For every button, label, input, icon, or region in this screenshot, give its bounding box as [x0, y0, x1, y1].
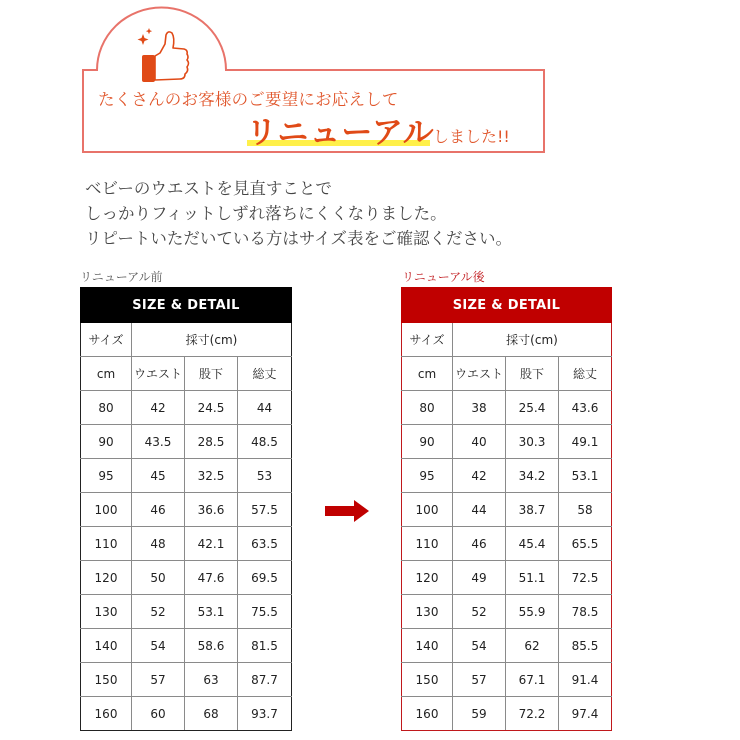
cell: 54	[132, 629, 185, 663]
cell: 46	[453, 527, 506, 561]
cell: 91.4	[559, 663, 612, 697]
table-row	[81, 561, 292, 595]
cell: 47.6	[185, 561, 238, 595]
cell: 59	[453, 697, 506, 731]
cell: 38.7	[506, 493, 559, 527]
table-row	[81, 459, 292, 493]
table-row	[402, 561, 612, 595]
cell: 140	[81, 629, 132, 663]
table-row	[81, 527, 292, 561]
col-header: ウエスト	[132, 357, 185, 391]
before-caption: リニューアル前	[80, 270, 163, 284]
table-row	[81, 629, 292, 663]
cell: 110	[81, 527, 132, 561]
table-row	[402, 697, 612, 731]
table-row	[402, 425, 612, 459]
cell: 120	[81, 561, 132, 595]
table-row	[81, 595, 292, 629]
cell: 100	[402, 493, 453, 527]
cell: 120	[402, 561, 453, 595]
table-row	[81, 391, 292, 425]
cell: 48	[132, 527, 185, 561]
col-header: cm	[402, 357, 453, 391]
cell: 58.6	[185, 629, 238, 663]
column-headers	[81, 357, 292, 391]
size-label: サイズ	[81, 323, 132, 357]
cell: 140	[402, 629, 453, 663]
cell: 68	[185, 697, 238, 731]
cell: 43.6	[559, 391, 612, 425]
cell: 57.5	[238, 493, 292, 527]
cell: 40	[453, 425, 506, 459]
cell: 78.5	[559, 595, 612, 629]
table-row	[402, 391, 612, 425]
table-row	[81, 425, 292, 459]
table-row	[81, 493, 292, 527]
cell: 75.5	[238, 595, 292, 629]
cell: 24.5	[185, 391, 238, 425]
cell: 69.5	[238, 561, 292, 595]
cell: 48.5	[238, 425, 292, 459]
cell: 53.1	[185, 595, 238, 629]
cell: 53	[238, 459, 292, 493]
cell: 93.7	[238, 697, 292, 731]
col-header: 股下	[185, 357, 238, 391]
cell: 54	[453, 629, 506, 663]
cell: 90	[81, 425, 132, 459]
cell: 90	[402, 425, 453, 459]
size-table-before	[80, 287, 292, 731]
cell: 52	[453, 595, 506, 629]
cell: 150	[81, 663, 132, 697]
renewal-banner	[0, 0, 740, 160]
after-caption: リニューアル後	[402, 270, 485, 284]
table-row	[81, 697, 292, 731]
cell: 65.5	[559, 527, 612, 561]
table-row	[402, 595, 612, 629]
cell: 80	[402, 391, 453, 425]
cell: 58	[559, 493, 612, 527]
cell: 72.2	[506, 697, 559, 731]
cell: 53.1	[559, 459, 612, 493]
cell: 28.5	[185, 425, 238, 459]
cell: 130	[81, 595, 132, 629]
cell: 44	[453, 493, 506, 527]
cell: 55.9	[506, 595, 559, 629]
cell: 43.5	[132, 425, 185, 459]
table-title: SIZE & DETAIL	[402, 288, 612, 323]
cell: 110	[402, 527, 453, 561]
cell: 36.6	[185, 493, 238, 527]
cell: 87.7	[238, 663, 292, 697]
cell: 46	[132, 493, 185, 527]
cell: 85.5	[559, 629, 612, 663]
measure-label: 採寸(cm)	[132, 323, 292, 357]
cell: 51.1	[506, 561, 559, 595]
banner-line1: たくさんのお客様のご要望にお応えして	[98, 90, 399, 109]
cell: 25.4	[506, 391, 559, 425]
intro-line: ベビーのウエストを見直すことで	[85, 179, 332, 198]
cell: 44	[238, 391, 292, 425]
banner-suffix: しました!!	[433, 127, 510, 146]
cell: 63	[185, 663, 238, 697]
intro-text	[85, 176, 512, 251]
cell: 150	[402, 663, 453, 697]
table-row	[402, 663, 612, 697]
cell: 130	[402, 595, 453, 629]
cell: 80	[81, 391, 132, 425]
cell: 38	[453, 391, 506, 425]
cell: 32.5	[185, 459, 238, 493]
cell: 100	[81, 493, 132, 527]
size-table-after	[401, 287, 612, 731]
col-header: cm	[81, 357, 132, 391]
cell: 50	[132, 561, 185, 595]
size-label: サイズ	[402, 323, 453, 357]
cell: 57	[132, 663, 185, 697]
cell: 62	[506, 629, 559, 663]
table-row	[402, 459, 612, 493]
banner-renewal-heading: リニューアル	[246, 115, 435, 151]
cell: 30.3	[506, 425, 559, 459]
cell: 57	[453, 663, 506, 697]
col-header: 総丈	[238, 357, 292, 391]
table-row	[402, 629, 612, 663]
cell: 95	[81, 459, 132, 493]
measure-label: 採寸(cm)	[453, 323, 612, 357]
cell: 67.1	[506, 663, 559, 697]
table-title: SIZE & DETAIL	[81, 288, 292, 323]
cell: 52	[132, 595, 185, 629]
table-row	[402, 527, 612, 561]
col-header: 総丈	[559, 357, 612, 391]
cell: 160	[402, 697, 453, 731]
cell: 160	[81, 697, 132, 731]
cell: 63.5	[238, 527, 292, 561]
cell: 60	[132, 697, 185, 731]
col-header: 股下	[506, 357, 559, 391]
cell: 45	[132, 459, 185, 493]
cell: 72.5	[559, 561, 612, 595]
cell: 42	[132, 391, 185, 425]
cell: 42.1	[185, 527, 238, 561]
column-headers	[402, 357, 612, 391]
intro-line: リピートいただいている方はサイズ表をご確認ください。	[85, 229, 513, 248]
cell: 95	[402, 459, 453, 493]
col-header: ウエスト	[453, 357, 506, 391]
cell: 42	[453, 459, 506, 493]
cell: 49	[453, 561, 506, 595]
right-arrow-icon	[325, 500, 369, 522]
cell: 49.1	[559, 425, 612, 459]
intro-line: しっかりフィットしずれ落ちにくくなりました。	[85, 204, 447, 223]
cell: 97.4	[559, 697, 612, 731]
cell: 45.4	[506, 527, 559, 561]
cell: 34.2	[506, 459, 559, 493]
table-row	[402, 493, 612, 527]
table-row	[81, 663, 292, 697]
cell: 81.5	[238, 629, 292, 663]
